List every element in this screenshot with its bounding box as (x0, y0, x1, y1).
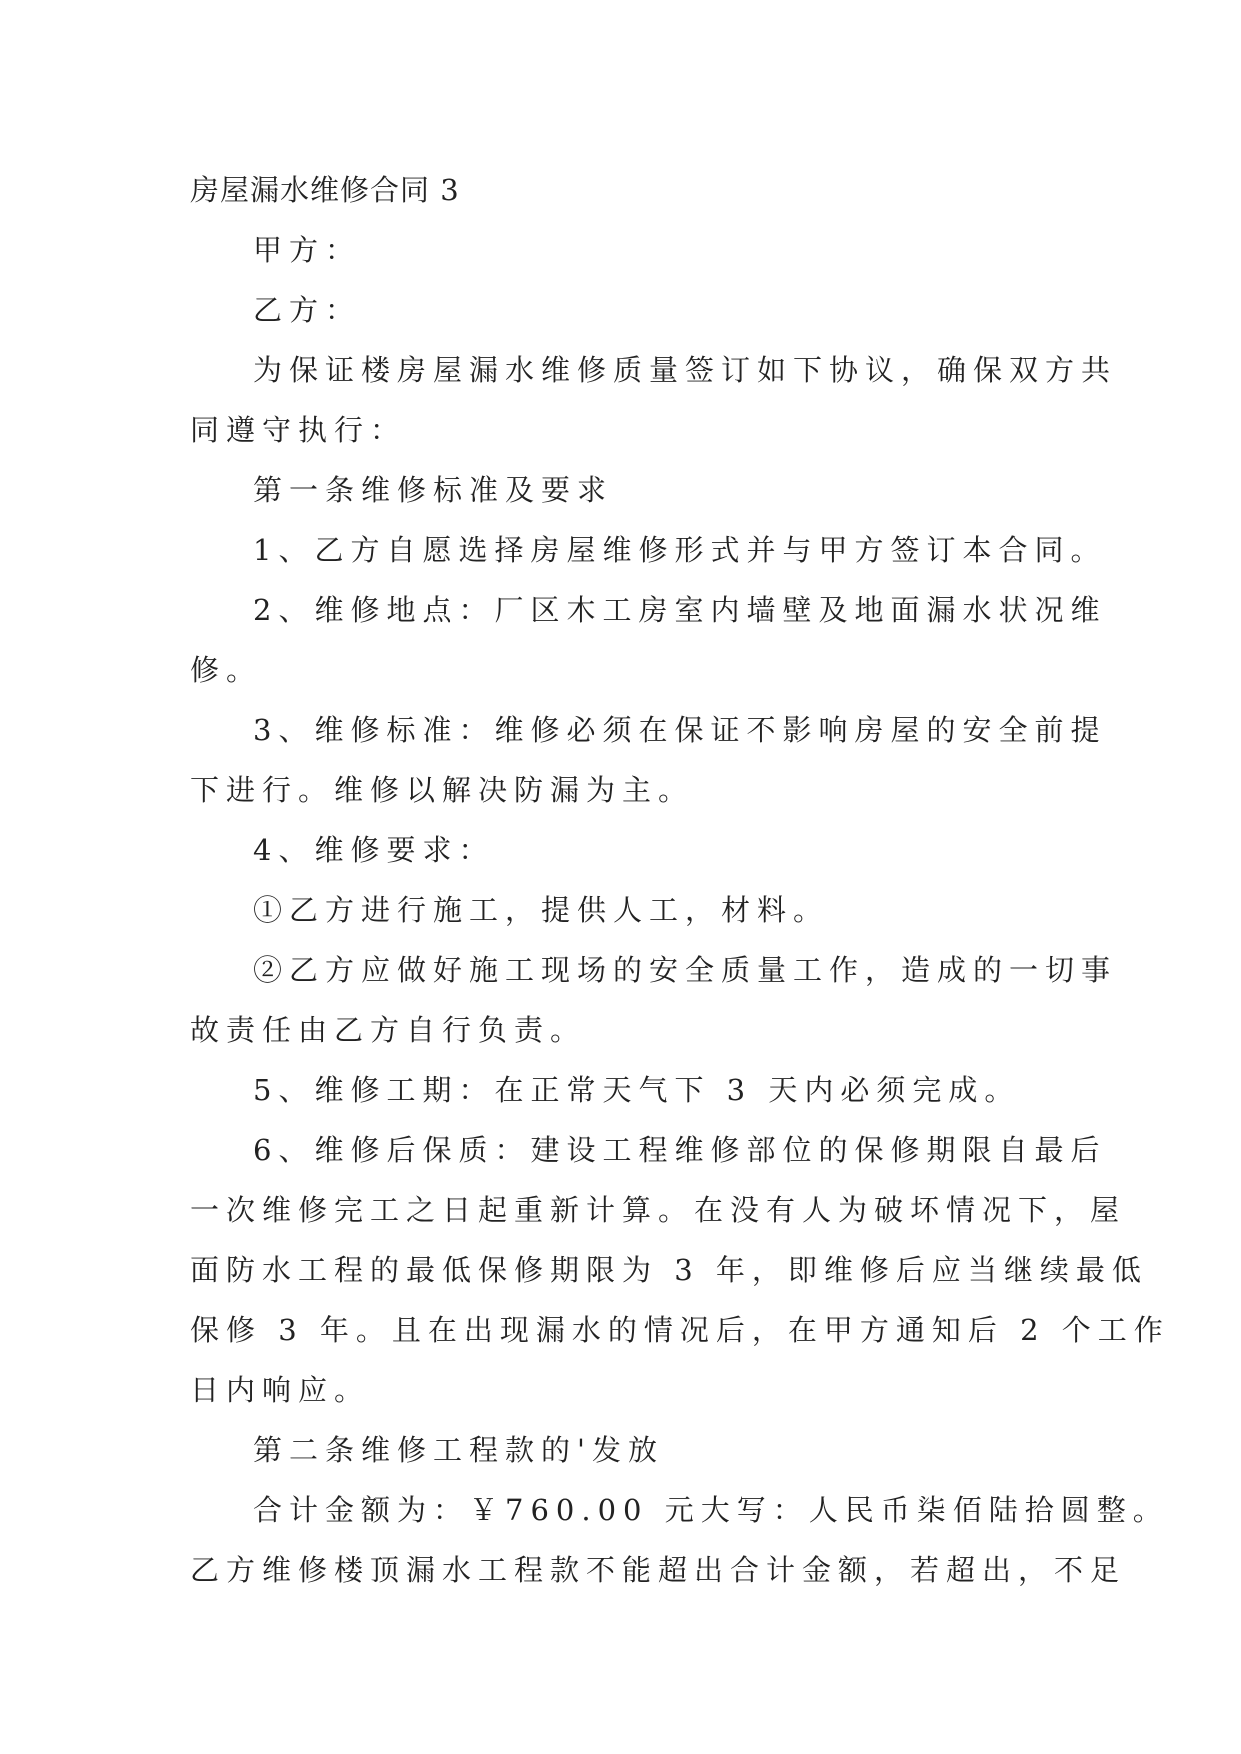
text-line: 2、维修地点：厂区木工房室内墙壁及地面漏水状况维 (253, 593, 1107, 627)
text-line: ②乙方应做好施工现场的安全质量工作，造成的一切事 (253, 953, 1118, 987)
clause-4-item-2 (190, 940, 1118, 1060)
text-line: 乙方维修楼顶漏水工程款不能超出合计金额，若超出，不足 (190, 1553, 1127, 1587)
text-line: 6、维修后保质：建设工程维修部位的保修期限自最后 (253, 1133, 1107, 1167)
clause-6 (190, 1120, 1170, 1420)
party-b (190, 280, 1070, 340)
preamble-paragraph (190, 340, 1118, 460)
clause-4 (190, 820, 1070, 880)
text-line: 甲方： (253, 233, 362, 267)
text-line: 5、维修工期：在正常天气下 3 天内必须完成。 (253, 1073, 1021, 1107)
text-line: 面防水工程的最低保修期限为 3 年，即维修后应当继续最低 (190, 1253, 1148, 1287)
text-line: 乙方： (253, 293, 362, 327)
text-line: 3、维修标准：维修必须在保证不影响房屋的安全前提 (253, 713, 1107, 747)
text-line: 下进行。维修以解决防漏为主。 (190, 773, 695, 807)
text-line: 合计金额为：￥760.00 元大写：人民币柒佰陆拾圆整。 (253, 1493, 1169, 1527)
clause-1 (190, 520, 1107, 580)
text-line: 同遵守执行： (190, 413, 407, 447)
text-line: ①乙方进行施工，提供人工，材料。 (253, 893, 830, 927)
text-line: 日内响应。 (190, 1373, 371, 1407)
text-line: 故责任由乙方自行负责。 (190, 1013, 587, 1047)
article-1-heading (190, 460, 1070, 520)
article-2-heading (190, 1420, 1070, 1480)
clause-3 (190, 700, 1107, 820)
text-line: 保修 3 年。且在出现漏水的情况后，在甲方通知后 2 个工作 (190, 1313, 1170, 1347)
text-line: 1、乙方自愿选择房屋维修形式并与甲方签订本合同。 (253, 533, 1107, 567)
clause-4-item-1 (190, 880, 1070, 940)
clause-5 (190, 1060, 1070, 1120)
document-title: 房屋漏水维修合同 3 (190, 173, 460, 207)
text-line: 修。 (190, 653, 263, 687)
text-line: 第二条维修工程款的'发放 (253, 1433, 664, 1467)
text-line: 一次维修完工之日起重新计算。在没有人为破坏情况下，屋 (190, 1193, 1127, 1227)
document-page (190, 160, 1170, 1600)
payment-paragraph (190, 1480, 1169, 1600)
party-a (190, 220, 1070, 280)
text-line: 第一条维修标准及要求 (253, 473, 614, 507)
clause-2 (190, 580, 1107, 700)
text-line: 为保证楼房屋漏水维修质量签订如下协议，确保双方共 (253, 353, 1118, 387)
text-line: 4、维修要求： (253, 833, 495, 867)
